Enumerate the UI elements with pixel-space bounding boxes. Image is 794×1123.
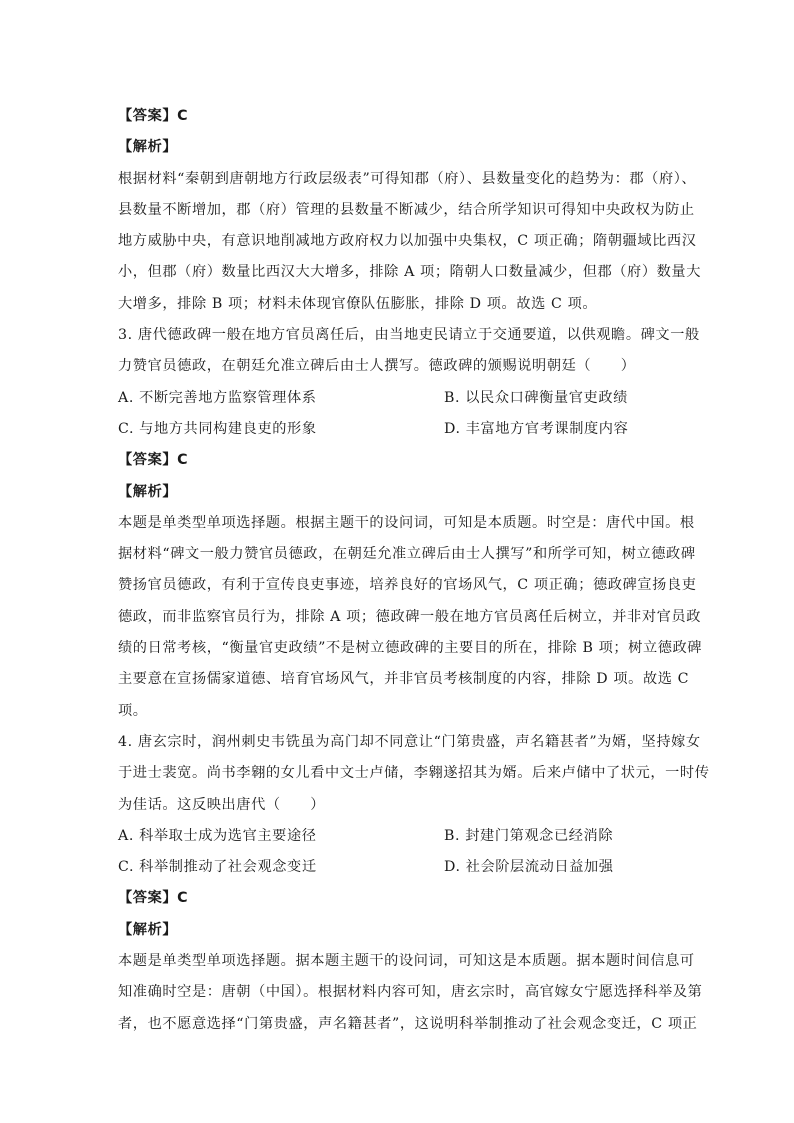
option-left: C. 科举制推动了社会观念变迁 [118,859,317,876]
text-line: 主要意在宣扬儒家道德、培育官场风气，并非官员考核制度的内容，排除 D 项。故选 C [118,671,690,688]
text-line: 根据材料“秦朝到唐朝地方行政层级表”可得知郡（府）、县数量变化的趋势为：郡（府）、 [118,170,697,187]
options-row [118,414,658,445]
option-left: C. 与地方共同构建良吏的形象 [118,420,317,437]
text-line: 项。 [118,702,148,719]
section-heading: 【解析】 [118,139,178,156]
text-line: 于进士裴宽。尚书李翱的女儿看中文士卢储，李翱遂招其为婿。后来卢储中了状元，一时传 [118,765,710,782]
options-row [118,821,658,852]
text-line: 绩的日常考核，“衡量官吏政绩”不是树立德政碑的主要目的所在，排除 B 项；树立德政碑 [118,640,703,657]
section-heading: 【答案】C [118,452,189,469]
text-line: 3. 唐代德政碑一般在地方官员离任后，由当地吏民请立于交通要道，以供观瞻。碑文一般 [118,327,700,344]
text-line: 小，但郡（府）数量比西汉大大增多，排除 A 项；隋朝人口数量减少，但郡（府）数量大 [118,264,701,281]
text-line: 本题是单类型单项选择题。根据主题干的设问词，可知是本质题。时空是：唐代中国。根 [118,514,695,531]
option-left: A. 不断完善地方监察管理体系 [118,389,317,406]
text-line: 据材料“碑文一般力赞官员德政，在朝廷允准立碑后由士人撰写”和所学可知，树立德政碑 [118,546,696,563]
document-page [118,101,710,1040]
text-line: 为佳话。这反映出唐代（ ） [118,796,326,813]
text-line: 本题是单类型单项选择题。据本题主题干的设问词，可知这是本质题。据本题时间信息可 [118,953,695,970]
options-row [118,852,658,883]
text-line: 4. 唐玄宗时，润州刺史韦铣虽为高门却不同意让“门第贵盛，声名籍甚者”为婿，坚持嫁女 [118,733,701,750]
options-row [118,383,658,414]
option-right: B. 封建门第观念已经消除 [444,827,614,844]
text-line: 知准确时空是：唐朝（中国）。根据材料内容可知，唐玄宗时，高官嫁女宁愿选择科举及第 [118,984,703,1001]
option-right: B. 以民众口碑衡量官吏政绩 [444,389,628,406]
text-line: 县数量不断增加，郡（府）管理的县数量不断减少，结合所学知识可得知中央政权为防止 [118,201,695,218]
section-heading: 【答案】C [118,890,189,907]
option-right: D. 丰富地方官考课制度内容 [444,420,629,437]
option-right: D. 社会阶层流动日益加强 [444,859,614,876]
section-heading: 【答案】C [118,108,189,124]
text-line: 德政，而非监察官员行为，排除 A 项；德政碑一般在地方官员离任后树立，并非对官员政 [118,608,701,625]
text-line: 赞扬官员德政，有利于宣传良吏事迹，培养良好的官场风气，C 项正确；德政碑宣扬良吏 [118,577,697,594]
option-left: A. 科举取士成为选官主要途径 [118,827,317,844]
section-heading: 【解析】 [118,921,178,938]
section-heading: 【解析】 [118,483,178,500]
text-line: 大增多，排除 B 项；材料未体现官僚队伍膨胀，排除 D 项。故选 C 项。 [118,295,598,312]
text-line: 者，也不愿意选择“门第贵盛，声名籍甚者”，这说明科举制推动了社会观念变迁，C 项正 [118,1015,698,1032]
text-line: 地方威胁中央，有意识地削减地方政府权力以加强中央集权，C 项正确；隋朝疆域比西汉 [118,233,697,250]
text-line: 力赞官员德政，在朝廷允准立碑后由士人撰写。德政碑的颁赐说明朝廷（ ） [118,358,636,375]
